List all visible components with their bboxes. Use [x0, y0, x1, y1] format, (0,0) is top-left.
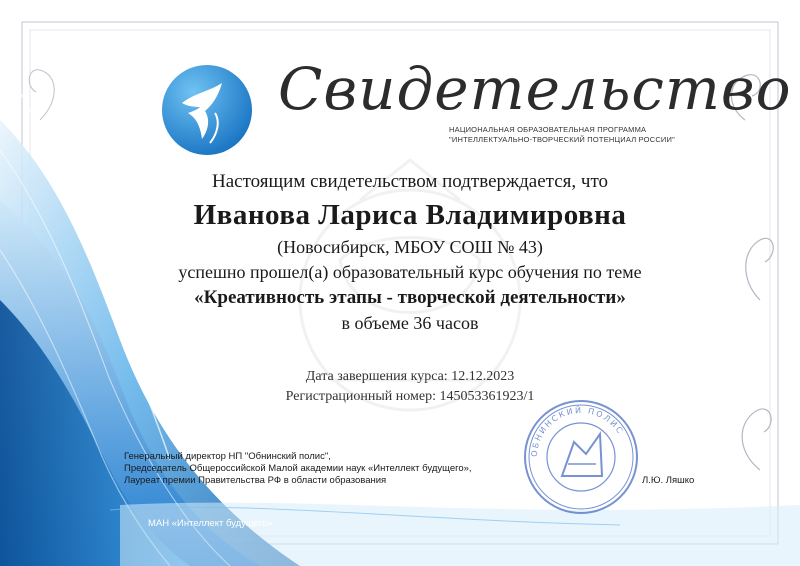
svg-text:ОБНИНСКИЙ ПОЛИС: [530, 404, 625, 457]
completion-date: Дата завершения курса: 12.12.2023: [305, 369, 515, 384]
certificate-title: Свидетельство: [278, 55, 792, 123]
program-name-line-2: "ИНТЕЛЛЕКТУАЛЬНО-ТВОРЧЕСКИЙ ПОТЕНЦИАЛ РОССИИ": [449, 135, 675, 144]
stamp-seal-icon: [522, 398, 640, 516]
bird-logo-icon: [160, 63, 254, 157]
course-hours: в объеме 36 часов: [341, 313, 479, 333]
signer-name: Л.Ю. Ляшко: [642, 475, 695, 486]
program-name-line-1: НАЦИОНАЛЬНАЯ ОБРАЗОВАТЕЛЬНАЯ ПРОГРАММА: [449, 125, 647, 134]
signatory-title-line: Лауреат премии Правительства РФ в области образования: [124, 475, 387, 486]
recipient-location: (Новосибирск, МБОУ СОШ № 43): [277, 237, 543, 257]
registration-number: Регистрационный номер: 145053361923/1: [285, 389, 535, 404]
course-title: «Креативность этапы - творческой деятельности»: [194, 287, 626, 308]
footer-organization: МАН «Интеллект будущего»: [148, 518, 273, 529]
stamp-text: ОБНИНСКИЙ ПОЛИС: [529, 405, 626, 458]
signatory-title-line: Генеральный директор НП "Обнинский полис",: [124, 451, 331, 462]
signatory-title-line: Председатель Общероссийской Малой академии наук «Интеллект будущего»,: [124, 463, 472, 474]
course-description: успешно прошел(а) образовательный курс обучения по теме: [178, 262, 642, 282]
flourish-corner-icon: [746, 238, 773, 300]
recipient-name: Иванова Лариса Владимировна: [193, 199, 627, 231]
intro-text: Настоящим свидетельством подтверждается, что: [212, 171, 608, 192]
